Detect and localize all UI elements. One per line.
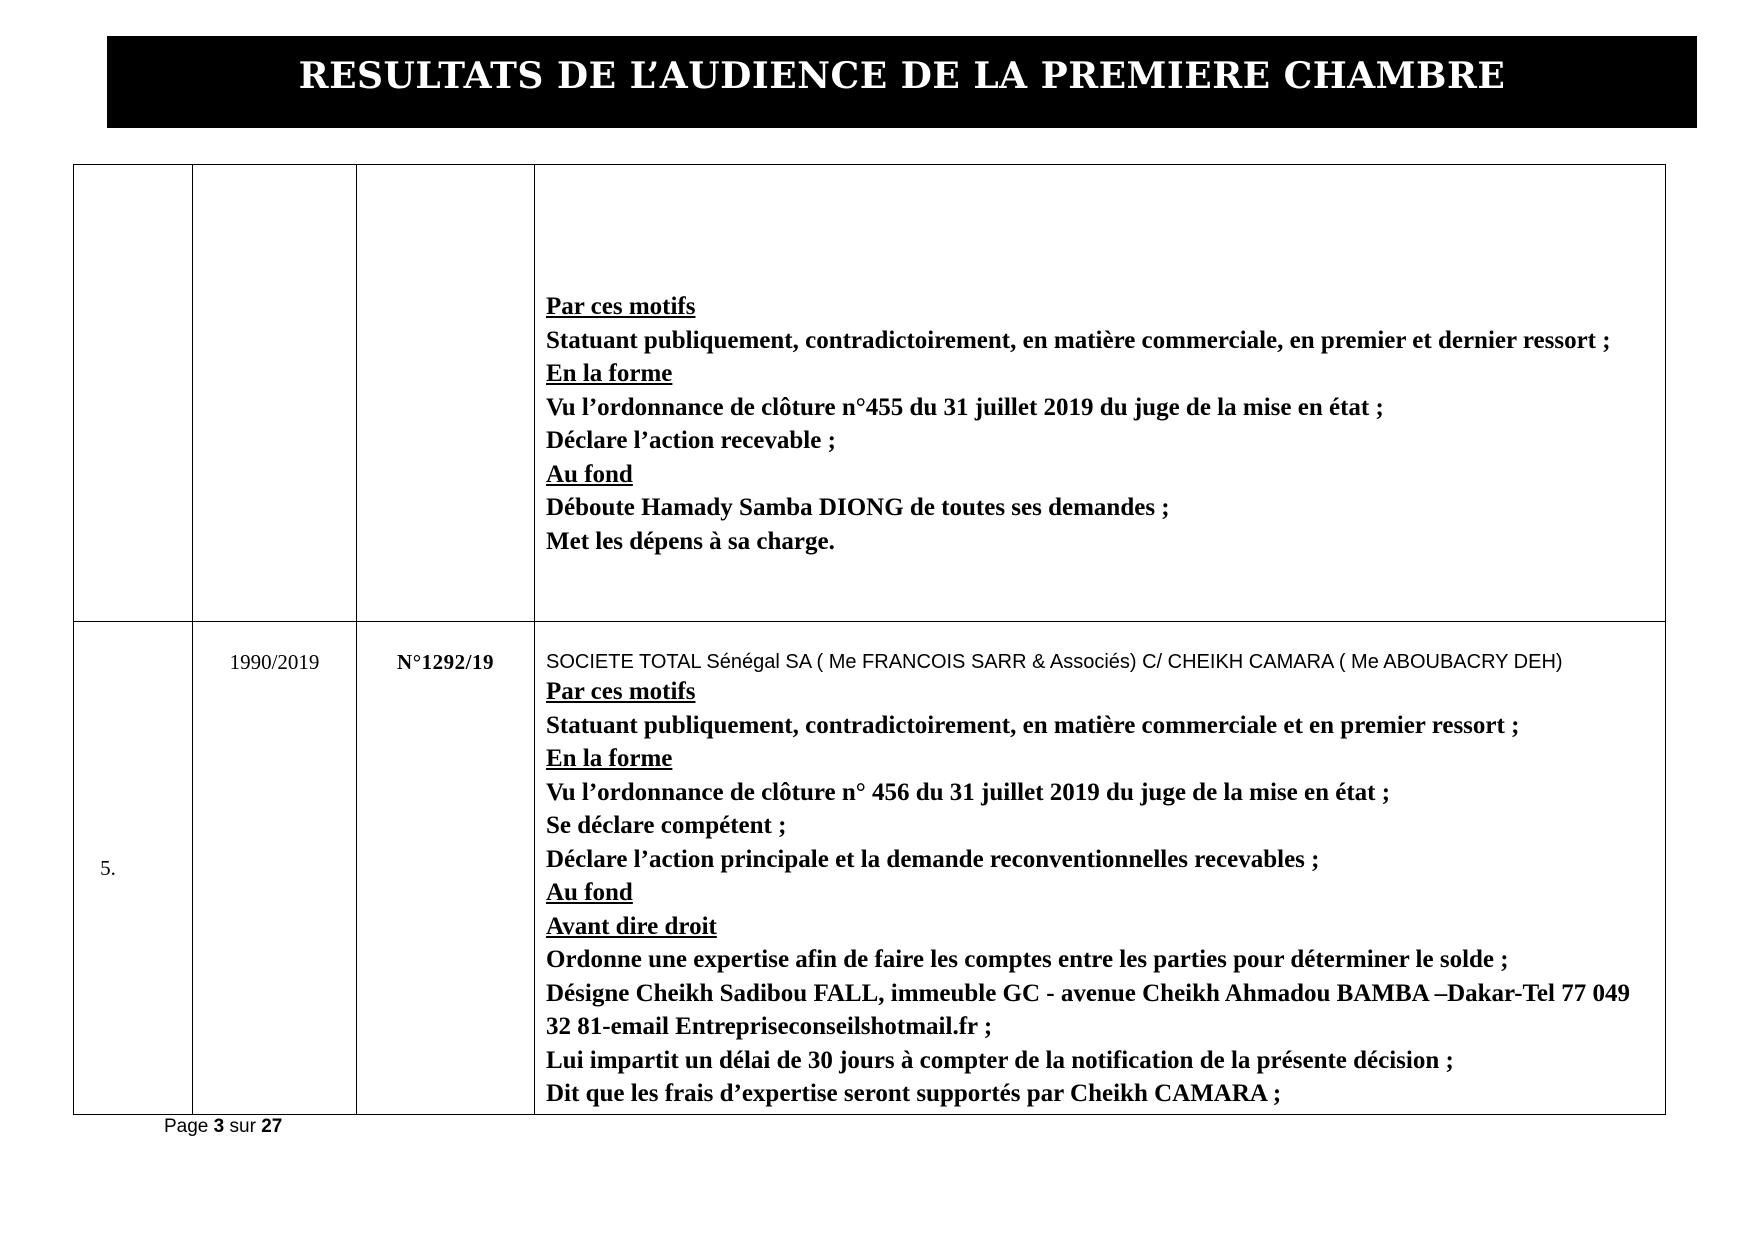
header-banner	[107, 36, 1697, 128]
page-sep: sur	[229, 1116, 256, 1137]
decision-number-cell: N°1292/19	[357, 622, 535, 1115]
ruling-line: Lui impartit un délai de 30 jours à compter de la notification de la présente décision ;	[546, 1046, 1454, 1074]
ruling-line: Vu l’ordonnance de clôture n°455 du 31 juillet 2019 du juge de la mise en état ;	[546, 393, 1384, 421]
section-heading: En la forme	[546, 360, 673, 387]
parties-line: SOCIETE TOTAL Sénégal SA ( Me FRANCOIS SARR & Associés) C/ CHEIKH CAMARA ( Me ABOUBACRY DEH)	[546, 651, 1563, 673]
ruling-line: Vu l’ordonnance de clôture n° 456 du 31 juillet 2019 du juge de la mise en état ;	[546, 778, 1391, 806]
section-heading: Par ces motifs	[546, 293, 696, 320]
results-table	[73, 164, 1666, 1115]
ruling-line: Ordonne une expertise afin de faire les comptes entre les parties pour déterminer le solde ;	[546, 946, 1509, 973]
ruling-line: Déclare l’action recevable ;	[546, 427, 836, 454]
table-row	[74, 622, 1666, 1115]
section-heading: Au fond	[546, 879, 633, 906]
section-heading: En la forme	[546, 745, 673, 772]
section-heading: Par ces motifs	[546, 678, 696, 705]
decision-number-cell	[357, 165, 535, 622]
ruling-line: Met les dépens à sa charge.	[546, 527, 835, 555]
table-row	[74, 165, 1666, 622]
page-title: RESULTATS DE L’AUDIENCE DE LA PREMIERE CHAMBRE	[298, 55, 1506, 97]
section-heading: Au fond	[546, 460, 633, 488]
ruling-line: Se déclare compétent ;	[546, 812, 787, 839]
page-footer	[164, 1116, 282, 1138]
ruling-line: Statuant publiquement, contradictoirement, en matière commerciale et en premier ressort ;	[546, 711, 1520, 739]
ruling-line: Désigne Cheikh Sadibou FALL, immeuble GC - avenue Cheikh Ahmadou BAMBA –Dakar-Tel 77 049 32 81-email Entrepriseconseilshotmail.fr ;	[546, 979, 1630, 1040]
page-total: 27	[261, 1116, 283, 1137]
page-current: 3	[213, 1116, 225, 1137]
case-number-cell: 5.	[74, 622, 193, 1115]
ruling-cell	[535, 165, 1666, 622]
ruling-line: Déboute Hamady Samba DIONG de toutes ses demandes ;	[546, 494, 1170, 521]
ruling-line: Dit que les frais d’expertise seront supportés par Cheikh CAMARA ;	[546, 1080, 1282, 1107]
registry-number-cell	[193, 165, 357, 622]
ruling-line: Statuant publiquement, contradictoirement, en matière commerciale, en premier et dernier ressort ;	[546, 326, 1611, 354]
ruling-cell	[535, 622, 1666, 1115]
section-heading: Avant dire droit	[546, 912, 717, 940]
registry-number-cell: 1990/2019	[193, 622, 357, 1115]
case-number-cell	[74, 165, 193, 622]
page-label: Page	[164, 1116, 209, 1137]
ruling-line: Déclare l’action principale et la demande reconventionnelles recevables ;	[546, 845, 1320, 873]
